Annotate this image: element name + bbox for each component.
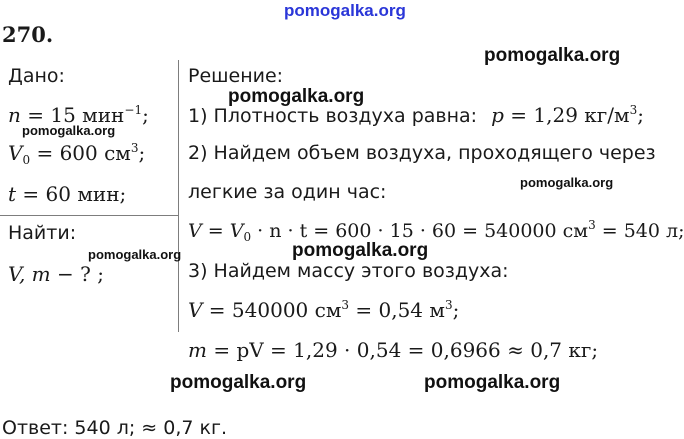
watermark-find: pomogalka.org (88, 247, 182, 262)
solution-step3-formula1: V = 540000 $см^3 = 0,54$ $м^3$; (188, 298, 460, 322)
solution-step3-formula2: m = pV = 1,29 · 0,54 = 0,6966 ≈ 0,7 кг; (188, 338, 599, 362)
watermark-top: pomogalka.org (284, 1, 406, 20)
given-n: n = 15 мин$^{-1}$; (8, 103, 149, 127)
solution-step2-line1: 2) Найдем объем воздуха, проходящего через (188, 142, 656, 164)
find-vars: V, m − ? ; (8, 262, 104, 286)
solution-step2-line2: легкие за один час: (188, 181, 387, 203)
watermark-given: pomogalka.org (22, 123, 116, 138)
watermark-right-mid: pomogalka.org (520, 175, 614, 190)
watermark-bottom-left: pomogalka.org (170, 372, 307, 393)
watermark-solution: pomogalka.org (228, 86, 365, 107)
table-vertical-rule (178, 60, 179, 332)
watermark-bottom-right: pomogalka.org (424, 372, 561, 393)
find-title: Найти: (8, 222, 77, 244)
given-t: t = 60 мин; (8, 182, 127, 206)
solution-step3: 3) Найдем массу этого воздуха: (188, 260, 509, 282)
solution-title: Решение: (188, 65, 284, 87)
solution-step1: 1) Плотность воздуха равна: p = 1,29 $кг/м^3$; (188, 103, 644, 127)
watermark-center: pomogalka.org (292, 240, 429, 261)
given-title: Дано: (8, 65, 65, 87)
given-v0: $V_0 = 600$ $см^3$; (8, 141, 146, 167)
given-find-divider (0, 215, 178, 216)
problem-number: 270. (2, 22, 54, 47)
answer: Ответ: 540 л; ≈ 0,7 кг. (2, 417, 228, 439)
solution-step2-formula: $V = V_0 \cdot n \cdot t = 600 \cdot 15 \cdot 60 = 540000$ $см^3 = 540$ л; (188, 218, 684, 244)
watermark-right-top: pomogalka.org (484, 45, 621, 66)
